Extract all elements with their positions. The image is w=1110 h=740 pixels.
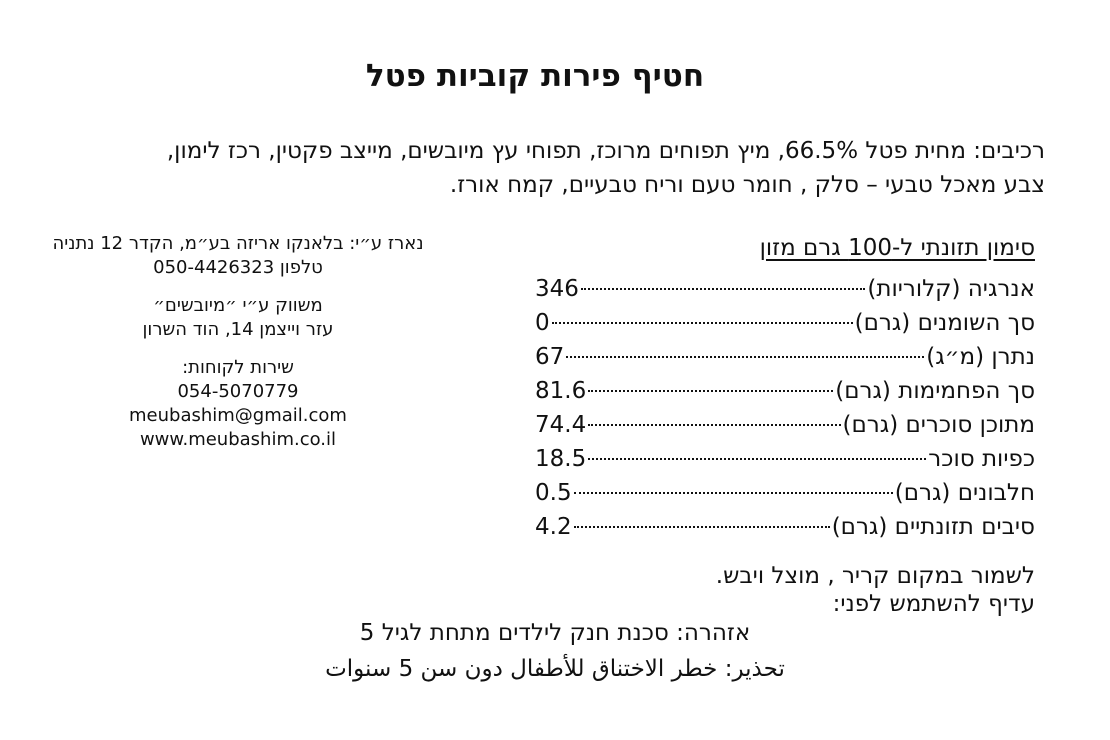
dot-leader (566, 356, 924, 358)
dot-leader (588, 390, 833, 392)
nutrition-facts (535, 232, 1035, 544)
company-info (28, 232, 448, 452)
nutrition-row-sugar-teaspoons (535, 442, 1035, 476)
nutrition-value: 67 (535, 344, 565, 370)
ingredients-line-1: רכיבים: מחית פטל 66.5%, מיץ תפוחים מרוכז, תפוחי עץ מיובשים, מייצב פקטין, רכז לימון, (166, 138, 1045, 164)
nutrition-label: סך הפחמימות (גרם) (835, 378, 1035, 404)
nutrition-label: מתוכן סוכרים (גרם) (842, 412, 1035, 438)
nutrition-label: אנרגיה (קלוריות) (867, 276, 1035, 302)
nutrition-row-protein (535, 476, 1035, 510)
nutrition-value: 346 (535, 276, 579, 302)
marketer-address: עזר וייצמן 14, הוד השרון (142, 319, 334, 340)
website-url: www.meubashim.co.il (139, 429, 337, 450)
nutrition-label: נתרן (מ״ג) (926, 344, 1035, 370)
product-title: חטיף פירות קוביות פטל (365, 58, 705, 94)
choking-warning-hebrew: אזהרה: סכנת חנק לילדים מתחת לגיל 5 (359, 620, 751, 646)
ingredients-block (60, 134, 1045, 202)
storage-line-1: לשמור במקום קריר , מוצל ויבש. (715, 563, 1035, 589)
nutrition-row-sodium (535, 340, 1035, 374)
packed-by: נארז ע״י: בלאנקו אריזה בע״מ, הקדר 12 נתניה (52, 233, 424, 254)
storage-instructions (716, 562, 1035, 618)
nutrition-value: 18.5 (535, 446, 587, 472)
contact-email: meubashim@gmail.com (129, 405, 347, 426)
nutrition-row-fiber (535, 510, 1035, 544)
best-before-label: עדיף להשתמש לפני: (832, 591, 1035, 617)
nutrition-heading: סימון תזונתי ל-100 גרם מזון (759, 235, 1035, 261)
nutrition-row-energy (535, 272, 1035, 306)
dot-leader (588, 424, 840, 426)
customer-service-label: שירות לקוחות: (182, 357, 294, 378)
ingredients-line-2: צבע מאכל טבעי – סלק , חומר טעם וריח טבעיים, קמח אורז. (449, 172, 1045, 198)
marketed-by: משווק ע״י ״מיובשים״ (153, 295, 323, 316)
nutrition-value: 81.6 (535, 378, 587, 404)
nutrition-label: חלבונים (גרם) (894, 480, 1035, 506)
packer-phone: טלפון 050-4426323 (153, 257, 323, 278)
customer-service-phone: 054-5070779 (177, 381, 299, 402)
nutrition-value: 0 (535, 310, 550, 336)
nutrition-value: 74.4 (535, 412, 587, 438)
nutrition-label: כפיות סוכר (928, 446, 1035, 472)
dot-leader (588, 458, 926, 460)
dot-leader (581, 288, 865, 290)
nutrition-row-sugars (535, 408, 1035, 442)
nutrition-row-carbs (535, 374, 1035, 408)
nutrition-label: סיבים תזונתיים (גרם) (831, 514, 1035, 540)
nutrition-value: 4.2 (535, 514, 572, 540)
dot-leader (552, 322, 853, 324)
choking-warning-arabic: تحذير: خطر الاختناق للأطفال دون سن 5 سنوات (325, 656, 785, 682)
dot-leader (574, 526, 830, 528)
nutrition-label: סך השומנים (גרם) (854, 310, 1035, 336)
dot-leader (574, 492, 893, 494)
nutrition-row-fat (535, 306, 1035, 340)
nutrition-value: 0.5 (535, 480, 572, 506)
